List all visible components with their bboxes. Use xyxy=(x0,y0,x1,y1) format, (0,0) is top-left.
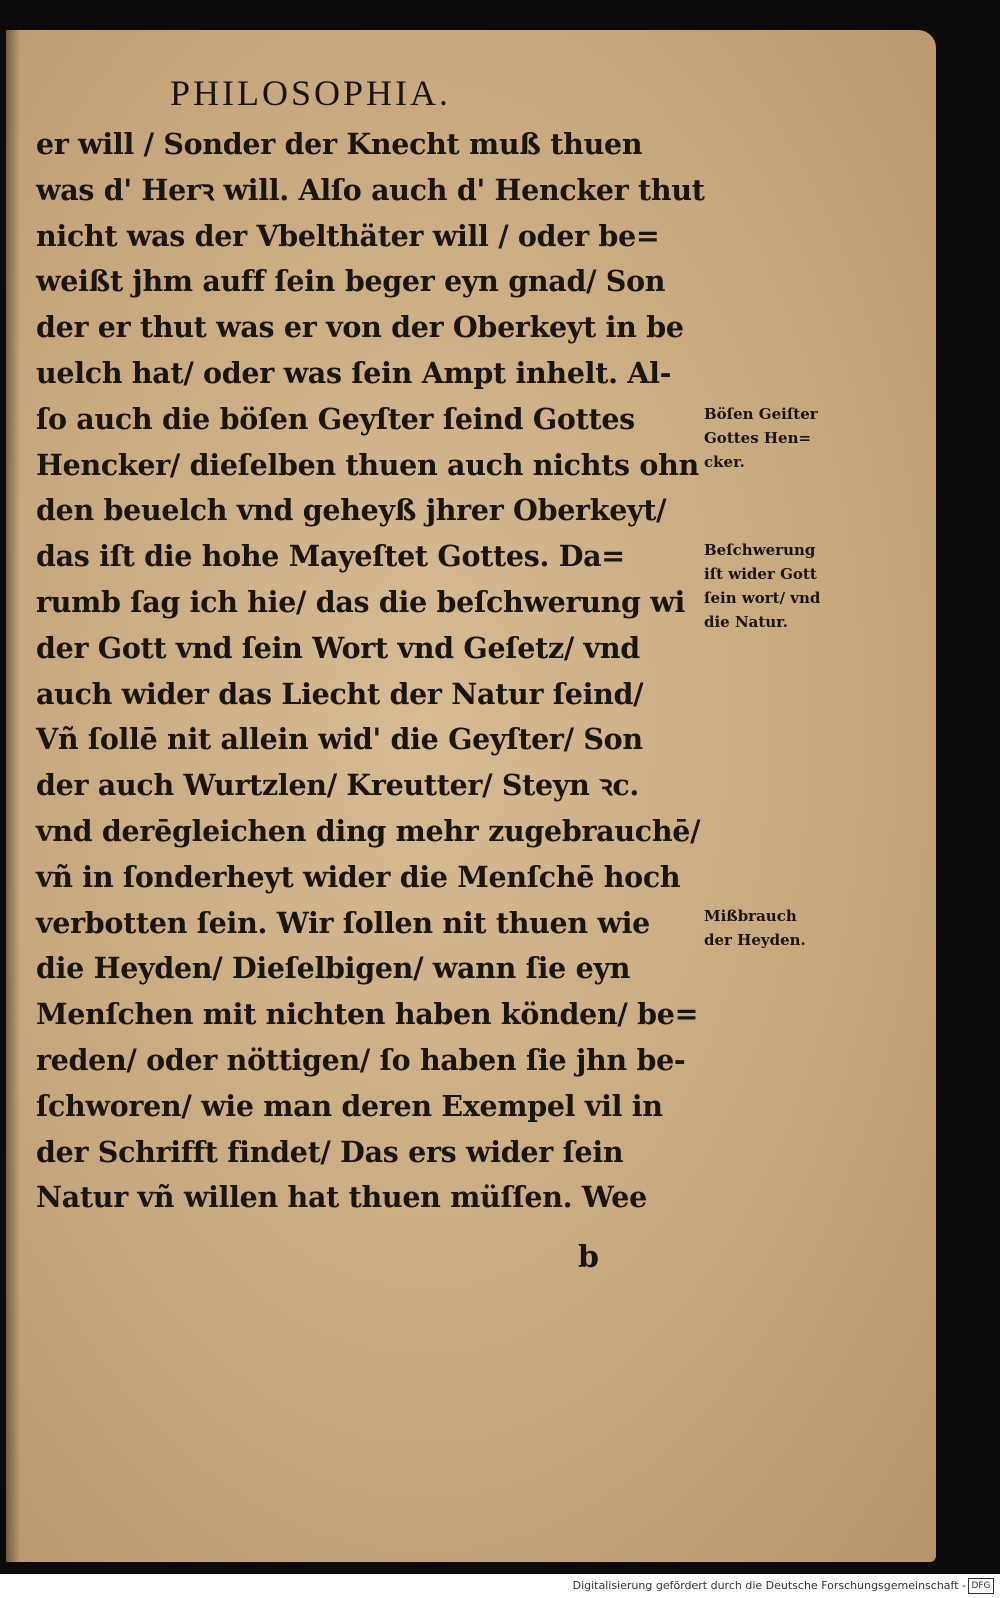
running-header: PHILOSOPHIA. xyxy=(170,73,452,113)
margin-note-line: Mißbrauch xyxy=(704,907,797,925)
margin-note-line: iſt wider Gott xyxy=(704,565,817,583)
margin-note-line: Beſchwerung xyxy=(704,541,816,559)
page-gutter-shadow xyxy=(6,30,20,1562)
text-line: uelch hat/ oder was ſein Ampt inhelt. Al- xyxy=(36,355,672,390)
text-line: Natur vñ willen hat thuen müſſen. Wee xyxy=(36,1180,647,1215)
text-line: rumb ſag ich hie/ das die beſchwerung wi xyxy=(36,584,686,619)
dfg-logo: DFG xyxy=(968,1578,994,1594)
signature-mark: b xyxy=(578,1240,599,1275)
text-line: was d' Herꝛ will. Alſo auch d' Hencker thut xyxy=(36,172,705,207)
margin-note-line: cker. xyxy=(704,453,745,471)
text-line: der auch Wurtzlen/ Kreutter/ Steyn ꝛc. xyxy=(36,768,640,803)
text-line: ſchworen/ wie man deren Exempel vil in xyxy=(36,1088,663,1123)
margin-note-beschwerung xyxy=(704,538,874,634)
text-line: das iſt die hohe Mayeſtet Gottes. Da= xyxy=(36,539,625,574)
margin-note-line: Böſen Geiſter xyxy=(704,405,818,423)
text-line: Hencker/ dieſelben thuen auch nichts ohn xyxy=(36,447,699,482)
margin-note-line: die Natur. xyxy=(704,613,788,631)
text-line: der Schrifft findet/ Das ers wider ſein xyxy=(36,1134,624,1169)
margin-note-boese-geister xyxy=(704,402,874,474)
text-line: die Heyden/ Dieſelbigen/ wann ſie eyn xyxy=(36,951,631,986)
text-line: der Gott vnd ſein Wort vnd Geſetz/ vnd xyxy=(36,630,640,665)
text-line: er will / Sonder der Knecht muß thuen xyxy=(36,127,643,161)
main-text-block xyxy=(36,122,705,1221)
text-line: nicht was der Vbelthäter will / oder be= xyxy=(36,218,660,253)
margin-note-line: ſein wort/ vnd xyxy=(704,589,821,607)
text-line: verbotten ſein. Wir ſollen nit thuen wie xyxy=(36,905,651,940)
footer-credit: Digitalisierung gefördert durch die Deutsche Forschungsgemeinschaft - xyxy=(572,1579,966,1592)
text-line: weißt jhm auff ſein beger eyn gnad/ Son xyxy=(36,264,666,299)
text-line: reden/ oder nöttigen/ ſo haben ſie jhn be- xyxy=(36,1042,686,1077)
text-line: Menſchen mit nichten haben könden/ be= xyxy=(36,997,699,1032)
margin-note-missbrauch xyxy=(704,904,874,952)
text-line: auch wider das Liecht der Natur ſeind/ xyxy=(36,676,644,711)
text-line: vnd derēgleichen ding mehr zugebrauchē/ xyxy=(36,813,701,848)
footer-bar xyxy=(0,1574,1000,1598)
text-line: den beuelch vnd geheyß jhrer Oberkeyt/ xyxy=(36,493,667,528)
margin-note-line: Gottes Hen= xyxy=(704,429,812,447)
text-line: vñ in ſonderheyt wider die Menſchē hoch xyxy=(36,859,681,894)
text-line: Vñ ſollē nit allein wid' die Geyſter/ Son xyxy=(36,722,643,757)
margin-note-line: der Heyden. xyxy=(704,931,806,949)
text-line: der er thut was er von der Oberkeyt in be xyxy=(36,310,684,345)
text-line: ſo auch die böſen Geyſter ſeind Gottes xyxy=(36,401,635,436)
